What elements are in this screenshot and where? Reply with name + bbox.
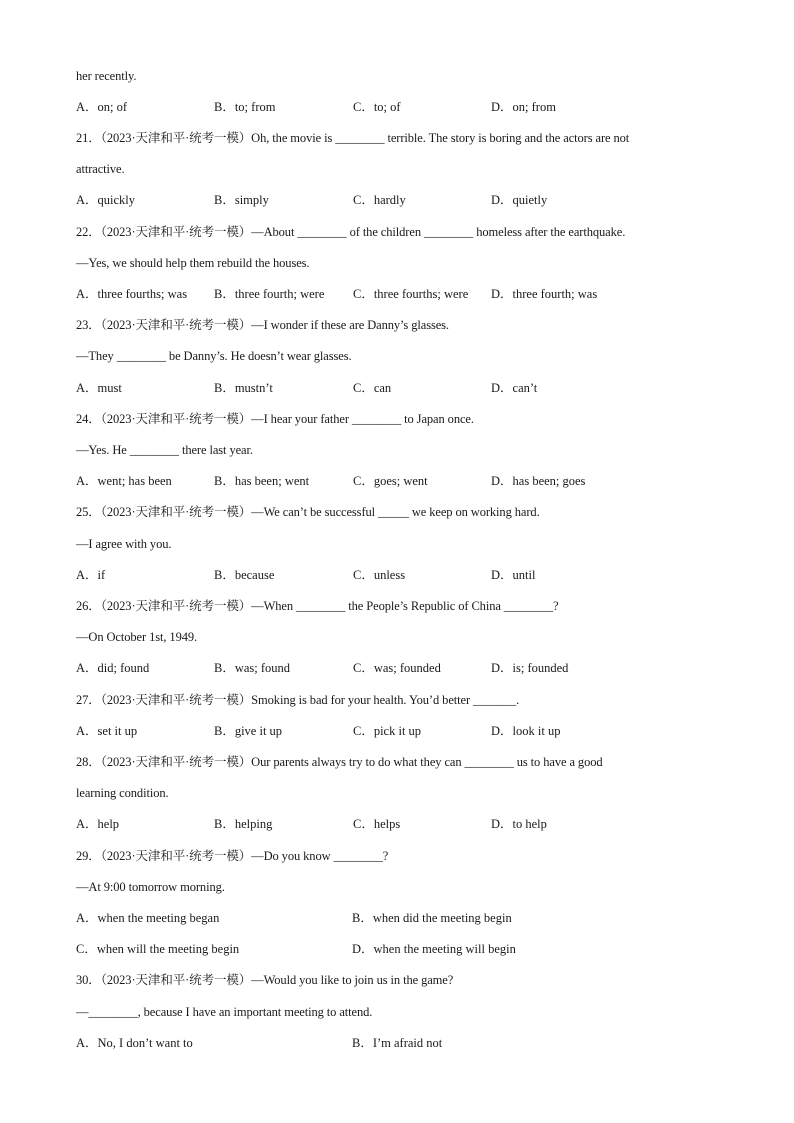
options-row-q29-cd [76,941,736,957]
question-23-reply: —They ________ be Danny’s. He doesn’t wear glasses. [76,349,352,363]
option-b[interactable]: B．I’m afraid not [352,1036,443,1050]
options-row-q27 [76,723,736,739]
option-c[interactable]: C．three fourths; were [353,287,469,301]
option-c[interactable]: C．unless [353,568,406,582]
option-d[interactable]: D．can’t [491,381,538,395]
question-24: 24．（2023·天津和平·统考一模）—I hear your father ________ to Japan once. [76,412,474,426]
options-row-q23 [76,380,736,396]
question-30: 30．（2023·天津和平·统考一模）—Would you like to join us in the game? [76,973,454,987]
question-30-reply: —________, because I have an important meeting to attend. [76,1005,373,1019]
options-row-q29-ab [76,910,736,926]
option-a[interactable]: A．on; of [76,100,128,114]
option-d[interactable]: D．until [491,568,536,582]
options-row-q22 [76,286,736,302]
option-c[interactable]: C．can [353,381,392,395]
option-b[interactable]: B．give it up [214,724,283,738]
options-row-q30-ab [76,1035,736,1051]
question-22: 22．（2023·天津和平·统考一模）—About ________ of the children ________ homeless after the earthquake. [76,225,626,239]
option-a[interactable]: A．three fourths; was [76,287,188,301]
question-24-reply: —Yes. He ________ there last year. [76,443,253,457]
options-row-q20 [76,99,736,115]
question-23: 23．（2023·天津和平·统考一模）—I wonder if these are Danny’s glasses. [76,318,449,332]
question-21-cont: attractive. [76,162,125,176]
option-b[interactable]: B．when did the meeting begin [352,911,512,925]
option-a[interactable]: A．went; has been [76,474,172,488]
question-25: 25．（2023·天津和平·统考一模）—We can’t be successful _____ we keep on working hard. [76,505,540,519]
option-a[interactable]: A．must [76,381,122,395]
option-c[interactable]: C．goes; went [353,474,428,488]
options-row-q24 [76,473,736,489]
option-d[interactable]: D．has been; goes [491,474,586,488]
option-a[interactable]: A．No, I don’t want to [76,1036,193,1050]
option-c[interactable]: C．hardly [353,193,406,207]
option-d[interactable]: D．three fourth; was [491,287,598,301]
option-a[interactable]: A．when the meeting began [76,911,220,925]
option-a[interactable]: A．quickly [76,193,136,207]
options-row-q26 [76,660,736,676]
question-26: 26．（2023·天津和平·统考一模）—When ________ the People’s Republic of China ________? [76,599,559,613]
option-d[interactable]: D．is; founded [491,661,569,675]
option-c[interactable]: C．helps [353,817,401,831]
question-text: her recently. [76,69,137,83]
question-29-reply: —At 9:00 tomorrow morning. [76,880,225,894]
question-26-reply: —On October 1st, 1949. [76,630,198,644]
option-d[interactable]: D．to help [491,817,547,831]
option-b[interactable]: B．three fourth; were [214,287,325,301]
option-b[interactable]: B．simply [214,193,269,207]
option-a[interactable]: A．set it up [76,724,138,738]
option-c[interactable]: C．when will the meeting begin [76,942,240,956]
option-b[interactable]: B．was; found [214,661,291,675]
option-b[interactable]: B．because [214,568,275,582]
option-d[interactable]: D．on; from [491,100,556,114]
question-28-cont: learning condition. [76,786,169,800]
question-28: 28．（2023·天津和平·统考一模）Our parents always try to do what they can ________ us to have a good [76,755,603,769]
option-b[interactable]: B．to; from [214,100,276,114]
options-row-q21 [76,192,736,208]
option-d[interactable]: D．look it up [491,724,561,738]
option-c[interactable]: C．to; of [353,100,401,114]
options-row-q28 [76,816,736,832]
option-c[interactable]: C．was; founded [353,661,441,675]
question-29: 29．（2023·天津和平·统考一模）—Do you know ________? [76,849,389,863]
question-25-reply: —I agree with you. [76,537,172,551]
option-d[interactable]: D．quietly [491,193,548,207]
option-a[interactable]: A．if [76,568,106,582]
option-d[interactable]: D．when the meeting will begin [352,942,516,956]
option-a[interactable]: A．help [76,817,120,831]
question-21: 21．（2023·天津和平·统考一模）Oh, the movie is ________ terrible. The story is boring and the actors are not [76,131,630,145]
option-c[interactable]: C．pick it up [353,724,422,738]
options-row-q25 [76,567,736,583]
option-b[interactable]: B．mustn’t [214,381,273,395]
option-b[interactable]: B．helping [214,817,273,831]
option-b[interactable]: B．has been; went [214,474,310,488]
option-a[interactable]: A．did; found [76,661,150,675]
question-27: 27．（2023·天津和平·统考一模）Smoking is bad for your health. You’d better _______. [76,693,520,707]
question-22-reply: —Yes, we should help them rebuild the houses. [76,256,310,270]
